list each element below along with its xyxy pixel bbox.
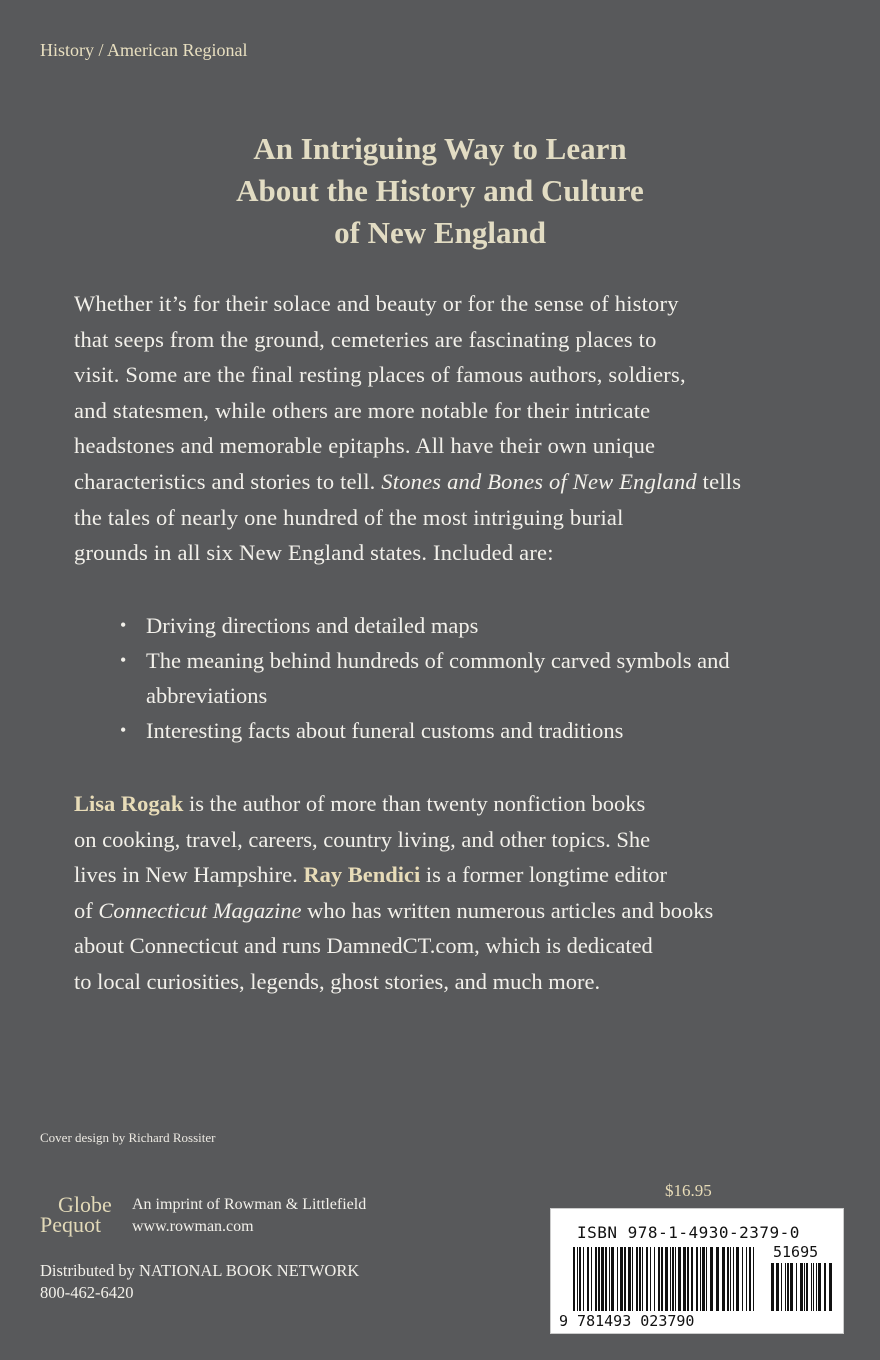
bio-line: about Connecticut and runs DamnedCT.com, which is dedicated (74, 933, 653, 959)
bio-line: on cooking, travel, careers, country living, and other topics. She (74, 826, 651, 852)
barcode-bar (672, 1247, 674, 1311)
bullet-icon: • (120, 615, 127, 635)
bio-line: to local curiosities, legends, ghost stories, and much more. (74, 968, 601, 994)
barcode-bar (605, 1247, 607, 1311)
features-list (120, 608, 840, 748)
bio-text: lives in New Hampshire. (74, 862, 304, 888)
bio-line (74, 857, 844, 893)
isbn-label: ISBN 978-1-4930-2379-0 (577, 1223, 800, 1242)
barcode-bar (678, 1247, 681, 1311)
barcode-bar (611, 1247, 614, 1311)
barcode-bar (577, 1247, 578, 1311)
category-label: History / American Regional (40, 40, 248, 60)
barcode-bar (785, 1263, 786, 1311)
barcode-bar (591, 1247, 592, 1311)
barcode-bar (601, 1247, 604, 1311)
list-item (120, 643, 840, 713)
list-item-text: Interesting facts about funeral customs and traditions (146, 718, 624, 743)
ean-digits: 9 781493 023790 (559, 1312, 695, 1330)
barcode-bar (736, 1247, 739, 1311)
barcode-bar (658, 1247, 660, 1311)
headline (0, 128, 880, 254)
barcode-bar (628, 1247, 631, 1311)
barcode-box (550, 1208, 844, 1334)
bullet-icon: • (120, 650, 127, 670)
description-line: the tales of nearly one hundred of the most intriguing burial (74, 504, 624, 530)
barcode-bar (813, 1263, 814, 1311)
barcode-bar (670, 1247, 671, 1311)
barcode-bar (646, 1247, 648, 1311)
website-link[interactable]: www.rowman.com (132, 1218, 254, 1235)
barcode-bar (710, 1247, 713, 1311)
barcode-bar (687, 1247, 689, 1311)
barcode-bar (683, 1247, 686, 1311)
ean-barcode-bars (573, 1247, 754, 1311)
barcode-bar (730, 1247, 731, 1311)
headline-line-2: About the History and Culture (236, 173, 644, 208)
barcode-bar (816, 1263, 817, 1311)
addon-barcode-bars (771, 1263, 832, 1311)
barcode-bar (804, 1263, 805, 1311)
price-label: $16.95 (665, 1181, 712, 1200)
barcode-bar (818, 1263, 821, 1311)
barcode-bar (661, 1247, 663, 1311)
barcode-bar (702, 1247, 705, 1311)
barcode-bar (811, 1263, 812, 1311)
bio-text: is the author of more than twenty nonfiction books (183, 791, 646, 816)
barcode-bar (617, 1247, 618, 1311)
barcode-bar (654, 1247, 655, 1311)
barcode-bar (639, 1247, 641, 1311)
description-line (74, 464, 834, 500)
description-text: tells (696, 468, 742, 494)
magazine-title-italic: Connecticut Magazine (98, 897, 302, 923)
barcode-bar (716, 1247, 719, 1311)
description-line: and statesmen, while others are more notable for their intricate (74, 397, 651, 423)
barcode-bar (706, 1247, 707, 1311)
barcode-bar (829, 1263, 832, 1311)
barcode-bar (587, 1247, 589, 1311)
barcode-bar (691, 1247, 693, 1311)
barcode-bar (776, 1263, 779, 1311)
imprint-info (132, 1194, 366, 1238)
barcode-bar (620, 1247, 623, 1311)
list-item (120, 608, 840, 643)
author-name: Lisa Rogak (74, 791, 184, 816)
barcode-bar (632, 1247, 633, 1311)
description (74, 286, 834, 571)
barcode-price-code: 51695 (773, 1243, 819, 1261)
book-title-italic: Stones and Bones of New England (381, 468, 697, 494)
distributor-info (40, 1260, 359, 1304)
description-line: Whether it’s for their solace and beauty or for the sense of history (74, 291, 679, 316)
barcode-bar (609, 1247, 610, 1311)
bio-line (74, 786, 844, 822)
list-item (120, 713, 840, 748)
barcode-bar (806, 1263, 808, 1311)
bio-text: who has written numerous articles and books (301, 897, 714, 923)
description-text: characteristics and stories to tell. (74, 468, 382, 494)
headline-line-3: of New England (334, 215, 546, 250)
bullet-icon: • (120, 720, 127, 740)
publisher-logo (40, 1192, 112, 1237)
barcode-bar (579, 1247, 581, 1311)
barcode-bar (781, 1263, 782, 1311)
barcode-bar (800, 1263, 803, 1311)
barcode-bar (753, 1247, 754, 1311)
barcode-bar (771, 1263, 774, 1311)
barcode-bar (722, 1247, 725, 1311)
barcode-bar (573, 1247, 575, 1311)
description-line: that seeps from the ground, cemeteries are fascinating places to (74, 326, 657, 352)
bio-text: of (74, 897, 99, 923)
description-line: grounds in all six New England states. Included are: (74, 540, 554, 566)
barcode-bar (583, 1247, 584, 1311)
barcode-bar (787, 1263, 789, 1311)
barcode-bar (696, 1247, 698, 1311)
barcode-bar (749, 1247, 751, 1311)
description-line: headstones and memorable epitaphs. All have their own unique (74, 433, 656, 459)
list-item-text: The meaning behind hundreds of commonly carved symbols and abbreviations (146, 648, 730, 708)
barcode-bar (700, 1247, 701, 1311)
barcode-bar (727, 1247, 729, 1311)
barcode-bar (733, 1247, 734, 1311)
barcode-bar (675, 1247, 676, 1311)
barcode-bar (746, 1247, 747, 1311)
barcode-bar (742, 1247, 743, 1311)
barcode-bar (636, 1247, 638, 1311)
barcode-bar (790, 1263, 793, 1311)
distributor-text: Distributed by NATIONAL BOOK NETWORK (40, 1261, 360, 1280)
list-item-text: Driving directions and detailed maps (146, 613, 479, 638)
barcode-bar (624, 1247, 626, 1311)
barcode-bar (824, 1263, 826, 1311)
barcode-bar (598, 1247, 600, 1311)
barcode-bar (650, 1247, 651, 1311)
logo-line-2: Pequot (40, 1212, 102, 1237)
bio-text: is a former longtime editor (420, 862, 668, 888)
barcode-bar (642, 1247, 643, 1311)
author-bio (74, 786, 844, 1000)
headline-line-1: An Intriguing Way to Learn (253, 131, 627, 166)
barcode-bar (665, 1247, 668, 1311)
bio-line (74, 893, 844, 929)
imprint-text: An imprint of Rowman & Littlefield (132, 1196, 367, 1213)
logo-line-1: Globe (58, 1192, 112, 1217)
barcode-bar (595, 1247, 597, 1311)
author-name: Ray Bendici (303, 862, 421, 888)
phone-number: 800-462-6420 (40, 1283, 134, 1302)
barcode-bar (796, 1263, 797, 1311)
description-line: visit. Some are the final resting places of famous authors, soldiers, (74, 362, 686, 388)
cover-credit: Cover design by Richard Rossiter (40, 1130, 216, 1145)
